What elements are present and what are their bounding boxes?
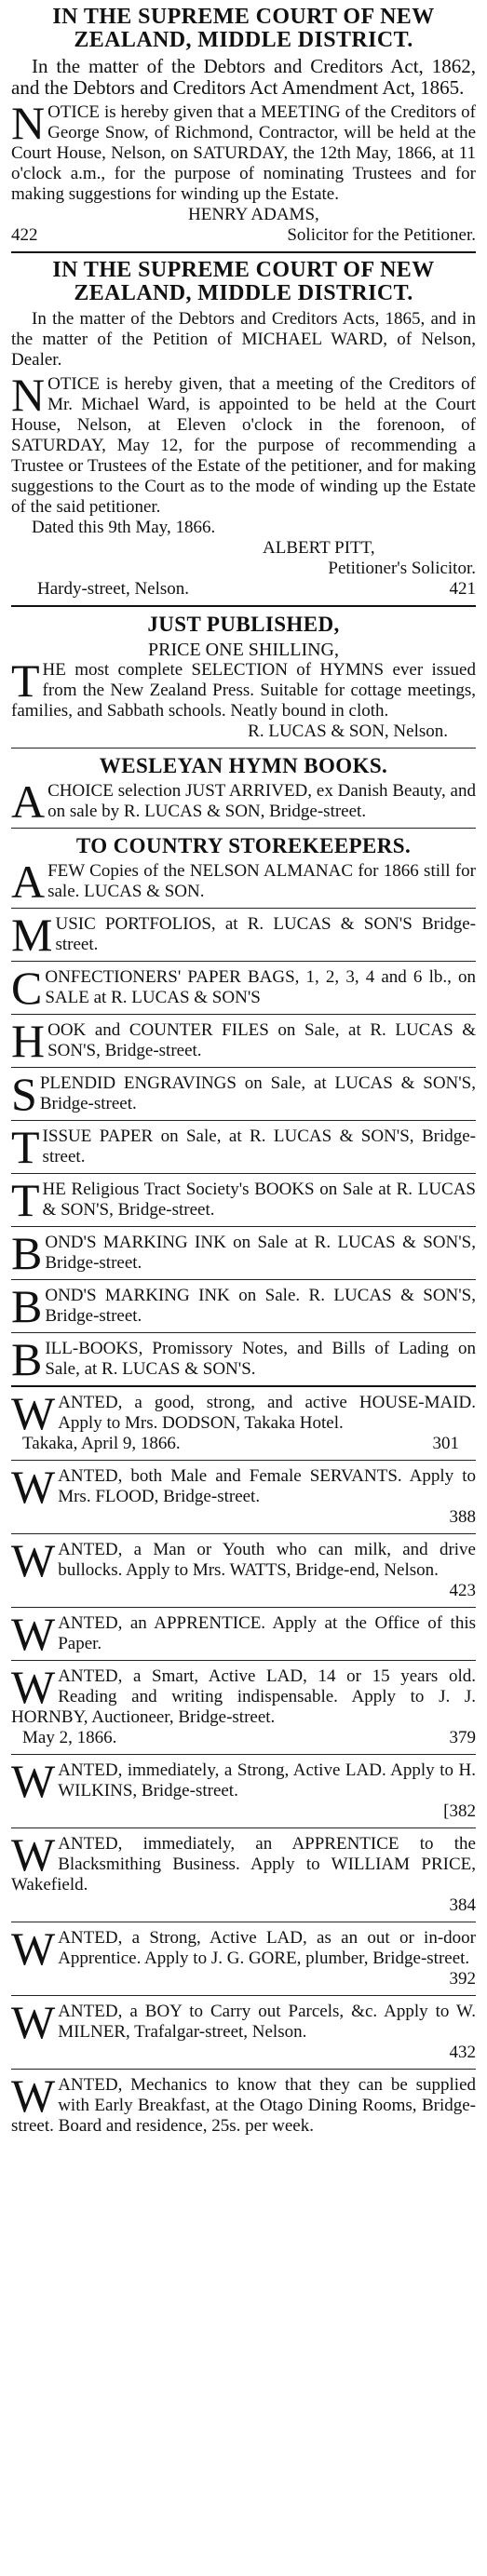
ad-body: NOTICE is hereby given that a MEETING of the Creditors of George Snow, of Richmond, Contractor, will be held at the Court House, Nelson, on SATURDAY, the 12th May, 1866, at 11 o'clock a.m., for the purpose of nominating Trustees and for making suggestions for winding up the Estate. [11, 97, 476, 204]
ad-body: BILL-BOOKS, Promissory Notes, and Bills of Lading on Sale, at R. LUCAS & SON'S. [11, 1333, 476, 1385]
music-portfolios-ad [11, 909, 476, 961]
newspaper-column [0, 6, 487, 2137]
wanted-servants-ad [11, 1461, 476, 1528]
ad-footer: May 2, 1866. [22, 1728, 117, 1747]
ad-body: ACHOICE selection JUST ARRIVED, ex Danish Beauty, and on sale by R. LUCAS & SON, Bridge-street. [11, 775, 476, 828]
wanted-blacksmith-apprentice-ad [11, 1828, 476, 1916]
divider [11, 1332, 476, 1333]
ad-number: [382 [443, 1801, 476, 1821]
ad-body: WANTED, immediately, a Strong, Active LAD. Apply to H. WILKINS, Bridge-street. [11, 1755, 476, 1807]
ad-matter: In the matter of the Debtors and Creditors Acts, 1865, and in the matter of the Petition of MICHAEL WARD, of Nelson, Dealer. [11, 309, 476, 370]
divider [11, 908, 476, 909]
ad-number: 384 [449, 1895, 476, 1915]
ad-body: WANTED, a BOY to Carry out Parcels, &c. Apply to W. MILNER, Trafalgar-street, Nelson. [11, 1996, 476, 2048]
ad-signer-title: Petitioner's Solicitor. [328, 559, 476, 578]
divider [11, 1385, 476, 1387]
ad-body: WANTED, both Male and Female SERVANTS. Apply to Mrs. FLOOD, Bridge-street. [11, 1461, 476, 1513]
marking-ink-ad-2 [11, 1280, 476, 1332]
ad-number: 421 [449, 579, 476, 599]
ad-heading: JUST PUBLISHED, [147, 613, 340, 636]
ad-body: WANTED, a good, strong, and active HOUSE-MAID. Apply to Mrs. DODSON, Takaka Hotel. [11, 1387, 476, 1439]
marking-ink-ad [11, 1227, 476, 1279]
ad-dated: Dated this 9th May, 1866. [32, 518, 216, 537]
ad-number: 392 [449, 1969, 476, 1989]
court-notice-ward [11, 259, 476, 600]
wanted-plumber-apprentice-ad [11, 1922, 476, 1989]
ad-footer: Takaka, April 9, 1866. [22, 1434, 181, 1453]
ad-signer: R. LUCAS & SON, Nelson. [248, 722, 448, 741]
ad-body: BOND'S MARKING INK on Sale at R. LUCAS & SON'S, Bridge-street. [11, 1227, 476, 1279]
court-notice-snow [11, 6, 476, 246]
ad-heading: TO COUNTRY STOREKEEPERS. [75, 834, 412, 857]
divider [11, 1067, 476, 1068]
ad-body: WANTED, a Man or Youth who can milk, and drive bullocks. Apply to Mrs. WATTS, Bridge-end, Nelson. [11, 1534, 476, 1586]
counter-files-ad [11, 1015, 476, 1067]
ad-signer: ALBERT PITT, [263, 538, 375, 558]
ad-body: THE most complete SELECTION of HYMNS ever issued from the New Zealand Press. Suitable for cottage meetings, families, and Sabbath schools. Neatly bound in cloth. [11, 654, 476, 721]
ad-subheading: PRICE ONE SHILLING, [148, 640, 339, 660]
wanted-apprentice-ad [11, 1608, 476, 1660]
wanted-milker-ad [11, 1534, 476, 1601]
divider [11, 1120, 476, 1121]
ad-body: HOOK and COUNTER FILES on Sale, at R. LUCAS & SON'S, Bridge-street. [11, 1015, 476, 1067]
ad-body: TISSUE PAPER on Sale, at R. LUCAS & SON'S, Bridge-street. [11, 1121, 476, 1173]
ad-heading: IN THE SUPREME COURT OF NEW ZEALAND, MIDDLE DISTRICT. [52, 5, 435, 52]
divider [11, 748, 476, 749]
ad-heading: WESLEYAN HYMN BOOKS. [99, 754, 388, 777]
ad-signer-title: Solicitor for the Petitioner. [287, 225, 476, 245]
ad-address: Hardy-street, Nelson. [37, 579, 190, 599]
divider [11, 1460, 476, 1461]
ad-number: 301 [432, 1434, 459, 1453]
engravings-ad [11, 1068, 476, 1120]
ad-number: 432 [449, 2043, 476, 2062]
ad-body: MUSIC PORTFOLIOS, at R. LUCAS & SON'S Bridge-street. [11, 909, 476, 961]
country-storekeepers-ad [11, 834, 476, 908]
ad-heading: IN THE SUPREME COURT OF NEW ZEALAND, MIDDLE DISTRICT. [52, 258, 435, 305]
divider [11, 605, 476, 607]
paper-bags-ad [11, 962, 476, 1014]
ad-matter: In the matter of the Debtors and Creditors Act, 1862, and the Debtors and Creditors Act Amendment Act, 1865. [11, 55, 476, 99]
ad-body: NOTICE is hereby given, that a meeting of the Creditors of Mr. Michael Ward, is appointed to be held at the Court House, Nelson, at Eleven o'clock in the forenoon, of SATURDAY, May 12, for the purpose of recommending a Trustee or Trustees of the Estate of the petitioner, and for making suggestions to the Court as to the mode of winding up the Estate of the said petitioner. [11, 369, 476, 517]
hymns-published-ad [11, 613, 476, 742]
ad-body: THE Religious Tract Society's BOOKS on Sale at R. LUCAS & SON'S, Bridge-street. [11, 1174, 476, 1226]
divider [11, 1827, 476, 1828]
ad-body: WANTED, a Smart, Active LAD, 14 or 15 years old. Reading and writing indispensable. Apply to J. J. HORNBY, Auctioneer, Bridge-street. [11, 1661, 476, 1727]
tract-society-ad [11, 1174, 476, 1226]
ad-body: SPLENDID ENGRAVINGS on Sale, at LUCAS & SON'S, Bridge-street. [11, 1068, 476, 1120]
ad-number: 388 [449, 1507, 476, 1527]
divider [11, 961, 476, 962]
ad-body: BOND'S MARKING INK on Sale. R. LUCAS & SON'S, Bridge-street. [11, 1280, 476, 1332]
divider [11, 1014, 476, 1015]
wesleyan-hymn-ad [11, 754, 476, 828]
divider [11, 1279, 476, 1280]
divider [11, 1533, 476, 1534]
divider [11, 2069, 476, 2070]
ad-body: CONFECTIONERS' PAPER BAGS, 1, 2, 3, 4 and 6 lb., on SALE at R. LUCAS & SON'S [11, 962, 476, 1014]
wanted-housemaid-ad [11, 1387, 476, 1454]
ad-number: 379 [449, 1728, 476, 1747]
ad-number: 422 [11, 225, 38, 245]
ad-body: WANTED, a Strong, Active LAD, as an out or in-door Apprentice. Apply to J. G. GORE, plumber, Bridge-street. [11, 1922, 476, 1975]
divider [11, 1754, 476, 1755]
divider [11, 1226, 476, 1227]
ad-body: WANTED, immediately, an APPRENTICE to the Blacksmithing Business. Apply to WILLIAM PRICE, Wakefield. [11, 1828, 476, 1895]
tissue-paper-ad [11, 1121, 476, 1173]
ad-number: 423 [449, 1581, 476, 1600]
wanted-mechanics-ad [11, 2070, 476, 2137]
ad-signer: HENRY ADAMS, [188, 205, 319, 224]
wanted-boy-ad [11, 1996, 476, 2063]
divider [11, 1995, 476, 1996]
bill-books-ad [11, 1333, 476, 1385]
divider [11, 828, 476, 829]
wanted-strong-lad-ad [11, 1755, 476, 1822]
ad-body: AFEW Copies of the NELSON ALMANAC for 1866 still for sale. LUCAS & SON. [11, 856, 476, 908]
divider [11, 1660, 476, 1661]
divider [11, 251, 476, 253]
divider [11, 1173, 476, 1174]
wanted-smart-lad-ad [11, 1661, 476, 1748]
ad-body: WANTED, an APPRENTICE. Apply at the Office of this Paper. [11, 1608, 476, 1660]
ad-body: WANTED, Mechanics to know that they can be supplied with Early Breakfast, at the Otago Dining Rooms, Bridge-street. Board and residence, 25s. per week. [11, 2070, 476, 2136]
divider [11, 1607, 476, 1608]
